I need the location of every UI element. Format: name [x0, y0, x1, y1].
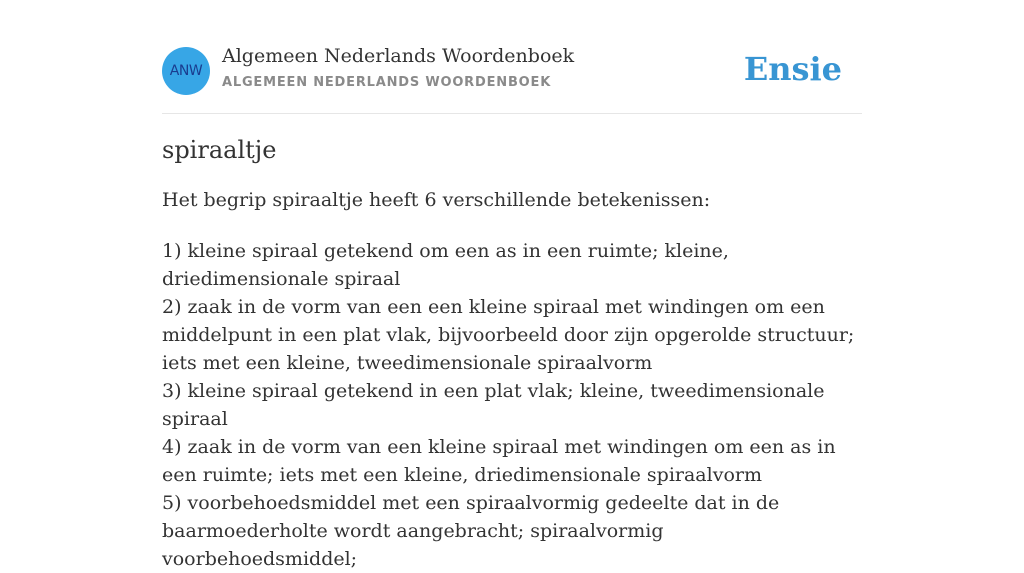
source-subtitle: ALGEMEEN NEDERLANDS WOORDENBOEK [222, 75, 552, 90]
meaning-item: 2) zaak in de vorm van een een kleine spiraal met windingen om een middelpunt in een plat vlak, bijvoorbeeld door zijn opgerolde structuur; iets met een kleine, tweedimensionale spiraalvorm [162, 296, 855, 374]
meanings-list [162, 237, 862, 573]
source-title[interactable]: Algemeen Nederlands Woordenboek [222, 45, 575, 67]
brand-logo[interactable]: Ensie [743, 50, 842, 88]
intro-text: Het begrip spiraaltje heeft 6 verschillende betekenissen: [162, 189, 711, 211]
meaning-item: 5) voorbehoedsmiddel met een spiraalvormig gedeelte dat in de baarmoederholte wordt aangebracht; spiraalvormig voorbehoedsmiddel; [162, 492, 780, 570]
source-logo[interactable] [162, 47, 210, 95]
meaning-item: 3) kleine spiraal getekend in een plat vlak; kleine, tweedimensionale spiraal [162, 380, 825, 430]
meaning-item: 4) zaak in de vorm van een kleine spiraal met windingen om een as in een ruimte; iets met een kleine, driedimensionale spiraalvorm [162, 436, 836, 486]
meaning-item: 1) kleine spiraal getekend om een as in een ruimte; kleine, driedimensionale spiraal [162, 240, 729, 290]
word-title: spiraaltje [162, 136, 277, 164]
source-header [162, 0, 862, 114]
source-logo-text: ANW [169, 63, 203, 79]
definition-card [162, 0, 862, 570]
